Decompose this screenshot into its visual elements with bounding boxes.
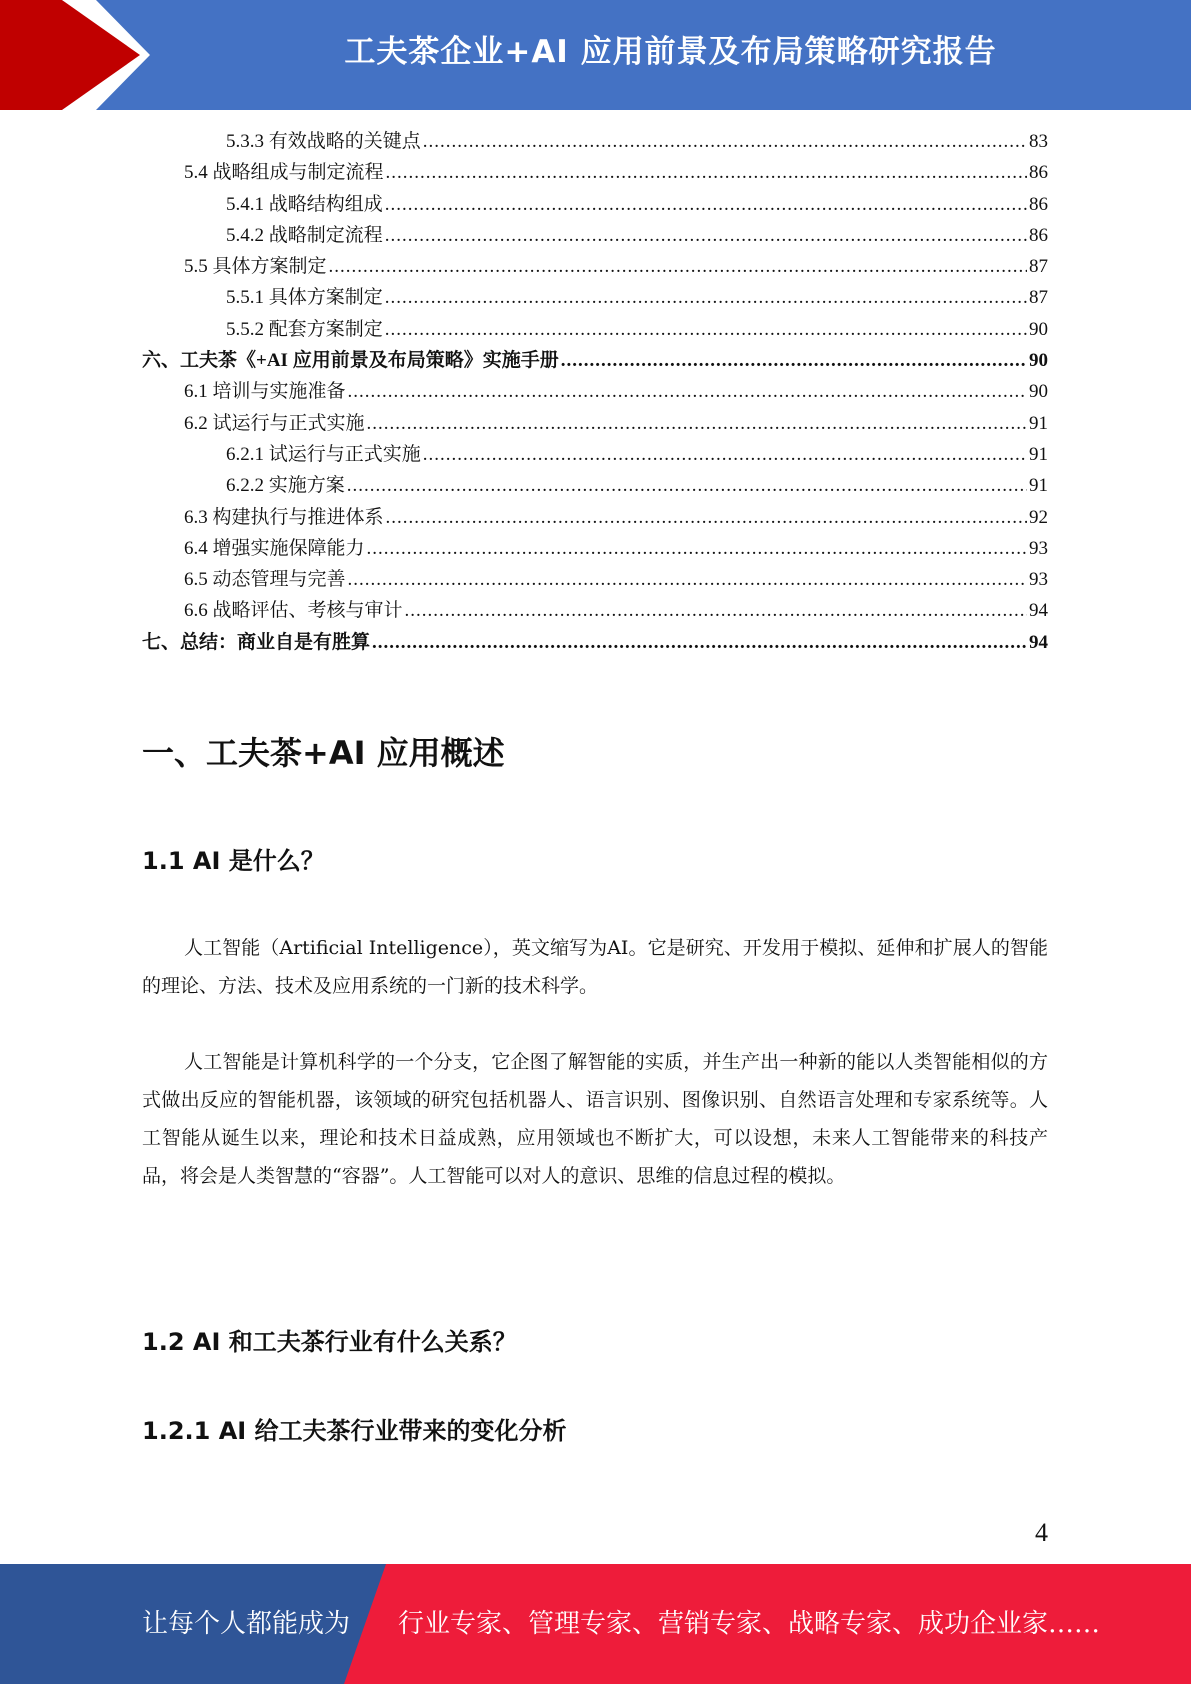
toc-entry[interactable] xyxy=(142,282,1048,313)
toc-entry-label: 6.2.1 试运行与正式实施 xyxy=(226,443,421,465)
toc-entry[interactable] xyxy=(142,439,1048,470)
toc-entry-page: 86 xyxy=(1029,193,1048,215)
toc-leader-dots xyxy=(372,627,1027,658)
toc-entry-label: 5.5.1 具体方案制定 xyxy=(226,287,383,309)
toc-entry-page: 90 xyxy=(1029,381,1048,403)
toc-entry[interactable] xyxy=(142,564,1048,595)
toc-entry[interactable] xyxy=(142,627,1048,658)
toc-entry-label: 六、工夫茶《+AI 应用前景及布局策略》实施手册 xyxy=(142,350,559,372)
toc-entry[interactable] xyxy=(142,408,1048,439)
toc-leader-dots xyxy=(385,220,1027,251)
toc-leader-dots xyxy=(348,376,1027,407)
toc-leader-dots xyxy=(386,502,1027,533)
toc-entry-page: 91 xyxy=(1029,443,1048,465)
toc-entry-label: 5.4 战略组成与制定流程 xyxy=(184,162,384,184)
toc-entry[interactable] xyxy=(142,345,1048,376)
toc-entry[interactable] xyxy=(142,502,1048,533)
toc-leader-dots xyxy=(347,470,1027,501)
paragraph-ai-definition: 人工智能（Artificial Intelligence），英文缩写为AI。它是研究、开发用于模拟、延伸和扩展人的智能的理论、方法、技术及应用系统的一门新的技术科学。 xyxy=(142,937,1048,997)
section-heading: 一、工夫茶+AI 应用概述 xyxy=(142,734,505,772)
toc-leader-dots xyxy=(348,564,1027,595)
toc-leader-dots xyxy=(367,408,1027,439)
toc-entry[interactable] xyxy=(142,533,1048,564)
subsection-heading-1-2: 1.2 AI 和工夫茶行业有什么关系？ xyxy=(142,1328,517,1356)
toc-leader-dots xyxy=(386,157,1027,188)
toc-entry-label: 5.5 具体方案制定 xyxy=(184,256,327,278)
toc-entry-label: 5.3.3 有效战略的关键点 xyxy=(226,131,421,152)
toc-entry-page: 86 xyxy=(1029,162,1048,184)
toc-entry-page: 93 xyxy=(1029,537,1048,559)
page-header xyxy=(0,0,1191,110)
paragraph-ai-branch: 人工智能是计算机科学的一个分支，它企图了解智能的实质，并生产出一种新的能以人类智能相似的方式做出反应的智能机器，该领域的研究包括机器人、语言识别、图像识别、自然语言处理和专家系统等。人工智能从诞生以来，理论和技术日益成熟，应用领域也不断扩大，可以设想，未来人工智能带来的科技产品，将会是人类智慧的“容器”。人工智能可以对人的意识、思维的信息过程的模拟。 xyxy=(142,1051,1048,1187)
toc-entry-label: 6.4 增强实施保障能力 xyxy=(184,537,365,559)
toc-entry-page: 93 xyxy=(1029,569,1048,591)
toc-entry-page: 83 xyxy=(1029,131,1048,152)
toc-entry-page: 91 xyxy=(1029,475,1048,497)
toc-entry[interactable] xyxy=(142,220,1048,251)
toc-entry-label: 5.4.2 战略制定流程 xyxy=(226,224,383,246)
toc-entry-label: 6.2.2 实施方案 xyxy=(226,475,345,497)
footer-slogan-left: 让每个人都能成为 xyxy=(142,1609,351,1639)
subsection-heading-1-2-1: 1.2.1 AI 给工夫茶行业带来的变化分析 xyxy=(142,1417,567,1445)
toc-entry-label: 6.2 试运行与正式实施 xyxy=(184,412,365,434)
toc-entry[interactable] xyxy=(142,189,1048,220)
toc-entry-page: 94 xyxy=(1029,600,1048,622)
toc-entry-label: 6.3 构建执行与推进体系 xyxy=(184,506,384,528)
toc-leader-dots xyxy=(423,126,1027,157)
toc-entry[interactable] xyxy=(142,157,1048,188)
toc-entry[interactable] xyxy=(142,470,1048,501)
toc-leader-dots xyxy=(561,345,1027,376)
toc-entry-page: 86 xyxy=(1029,224,1048,246)
toc-entry-page: 91 xyxy=(1029,412,1048,434)
toc-entry-page: 90 xyxy=(1029,318,1048,340)
toc-entry-page: 92 xyxy=(1029,506,1048,528)
toc-entry[interactable] xyxy=(142,314,1048,345)
toc-entry-label: 6.1 培训与实施准备 xyxy=(184,381,346,403)
toc-entry[interactable] xyxy=(142,376,1048,407)
toc-leader-dots xyxy=(385,282,1027,313)
footer-slogan-right: 行业专家、管理专家、营销专家、战略专家、成功企业家…… xyxy=(398,1609,1101,1639)
toc-entry-label: 6.5 动态管理与完善 xyxy=(184,569,346,591)
toc-leader-dots xyxy=(385,189,1027,220)
toc-leader-dots xyxy=(329,251,1027,282)
page-number: 4 xyxy=(1035,1518,1048,1547)
toc-entry-page: 87 xyxy=(1029,256,1048,278)
toc-entry-label: 七、总结：商业自是有胜算 xyxy=(142,631,371,653)
table-of-contents xyxy=(142,126,1048,658)
toc-entry[interactable] xyxy=(142,595,1048,626)
toc-leader-dots xyxy=(367,533,1027,564)
toc-entry-page: 94 xyxy=(1029,631,1048,653)
page-footer xyxy=(0,1564,1191,1684)
toc-entry[interactable] xyxy=(142,126,1048,157)
report-title: 工夫茶企业+AI 应用前景及布局策略研究报告 xyxy=(344,34,997,70)
toc-entry-label: 5.5.2 配套方案制定 xyxy=(226,318,383,340)
toc-leader-dots xyxy=(385,314,1027,345)
toc-entry-page: 90 xyxy=(1029,350,1048,372)
toc-entry[interactable] xyxy=(142,251,1048,282)
toc-leader-dots xyxy=(423,439,1027,470)
toc-entry-label: 5.4.1 战略结构组成 xyxy=(226,193,383,215)
toc-entry-label: 6.6 战略评估、考核与审计 xyxy=(184,600,403,622)
toc-leader-dots xyxy=(405,595,1027,626)
subsection-heading-1-1: 1.1 AI 是什么？ xyxy=(142,847,325,875)
toc-entry-page: 87 xyxy=(1029,287,1048,309)
